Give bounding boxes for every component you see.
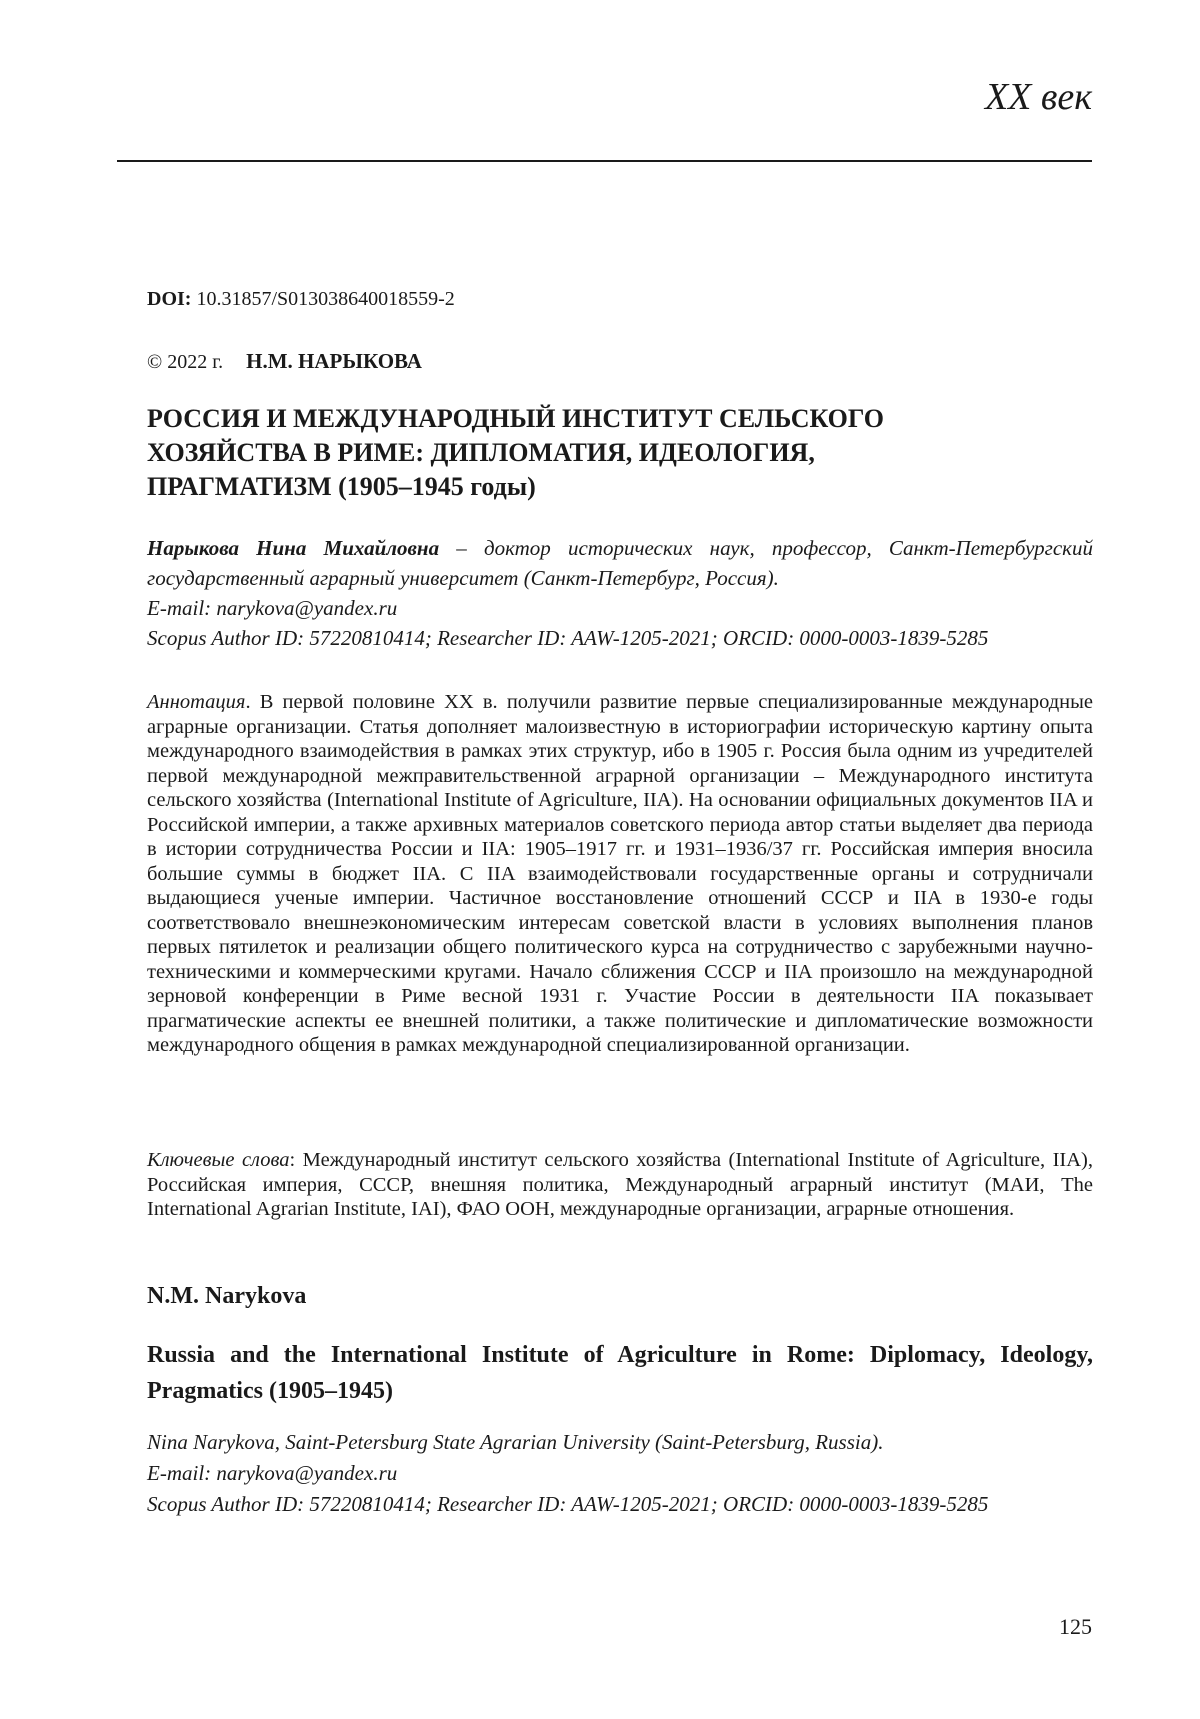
- running-head: XX век: [984, 76, 1092, 118]
- doi-line: [147, 287, 455, 311]
- copyright: © 2022 г.: [147, 351, 224, 373]
- title-ru-line: РОССИЯ И МЕЖДУНАРОДНЫЙ ИНСТИТУТ СЕЛЬСКОГО: [147, 404, 885, 433]
- title-ru-line: ХОЗЯЙСТВА В РИМЕ: ДИПЛОМАТИЯ, ИДЕОЛОГИЯ,: [147, 438, 815, 467]
- title-ru-line: ПРАГМАТИЗМ (1905–1945 годы): [147, 472, 536, 501]
- header-rule: [117, 160, 1092, 162]
- keywords: [147, 1148, 1093, 1222]
- author-affiliation-en: Nina Narykova, Saint-Petersburg State Agrarian University (Saint-Petersburg, Russia).: [147, 1430, 884, 1454]
- author-name-ru: Н.М. НАРЫКОВА: [246, 349, 422, 373]
- abstract-text: . В первой половине XX в. получили развитие первые специализированные международные аграрные организации. Статья дополняет малоизвестную в историографии историческую картину опыта международного взаимодействия в рамках этих структур, ибо в 1905 г. Россия была одним из учредителей первой международной межправительственной аграрной организации – Международного института сельского хозяйства (International Institute of Agriculture, IIA). На основании официальных документов IIA и Российской империи, а также архивных материалов советского периода автор статьи выделяет два периода в истории сотрудничества России и IIA: 1905–1917 гг. и 1931–1936/37 гг. Российская империя вносила большие суммы в бюджет IIA. С IIA взаимодействовали государственные органы и сотрудничали выдающиеся ученые империи. Частичное восстановление отношений СССР и IIA в 1930-е годы соответствовало внешнеэкономическим интересам советской власти в условиях выполнения планов первых пятилеток и реализации общего политического курса на сотрудничество с зарубежными научно-техническими и коммерческими кругами. Начало сближения СССР и IIA произошло на международной зерновой конференции в Риме весной 1931 г. Участие России в деятельности IIA показывает прагматические аспекты ее внешней политики, а также политические и дипломатические возможности международного общения в рамках международной специализированной организации.: [147, 691, 1093, 1056]
- author-full-name-ru: Нарыкова Нина Михайловна: [147, 536, 440, 560]
- author-bio-ru: [147, 533, 1093, 593]
- doi-value: 10.31857/S013038640018559-2: [196, 288, 455, 310]
- article-title-ru: [147, 402, 1047, 504]
- copyright-line: [147, 349, 422, 374]
- author-info-en: [147, 1427, 1093, 1520]
- article-title-en: Russia and the International Institute of Agriculture in Rome: Diplomacy, Ideology, Pragmatics (1905–1945): [147, 1342, 1093, 1404]
- author-name-en: N.M. Narykova: [147, 1283, 307, 1309]
- page-number: 125: [1059, 1614, 1092, 1639]
- keywords-label: Ключевые слова: [147, 1149, 290, 1171]
- author-ids-ru: Scopus Author ID: 57220810414; Researcher ID: AAW-1205-2021; ORCID: 0000-0003-1839-5285: [147, 626, 989, 650]
- doi-label: DOI:: [147, 288, 192, 310]
- author-email-en: E-mail: narykova@yandex.ru: [147, 1461, 398, 1485]
- author-ids-en: Scopus Author ID: 57220810414; Researcher ID: AAW-1205-2021; ORCID: 0000-0003-1839-5285: [147, 1492, 989, 1516]
- abstract: [147, 690, 1093, 1058]
- abstract-label: Аннотация: [147, 691, 246, 713]
- author-bio-text-ru: – доктор исторических наук, профессор, Санкт-Петербургский государственный аграрный университет (Санкт-Петербург, Россия).: [147, 536, 1093, 590]
- author-email-ru: E-mail: narykova@yandex.ru: [147, 596, 398, 620]
- keywords-text: : Международный институт сельского хозяйства (International Institute of Agriculture, IIA), Российская империя, СССР, внешняя политика, Международный аграрный институт (МАИ, The International Agrarian Institute, IAI), ФАО ООН, международные организации, аграрные отношения.: [147, 1149, 1093, 1220]
- author-info-ru: [147, 533, 1093, 653]
